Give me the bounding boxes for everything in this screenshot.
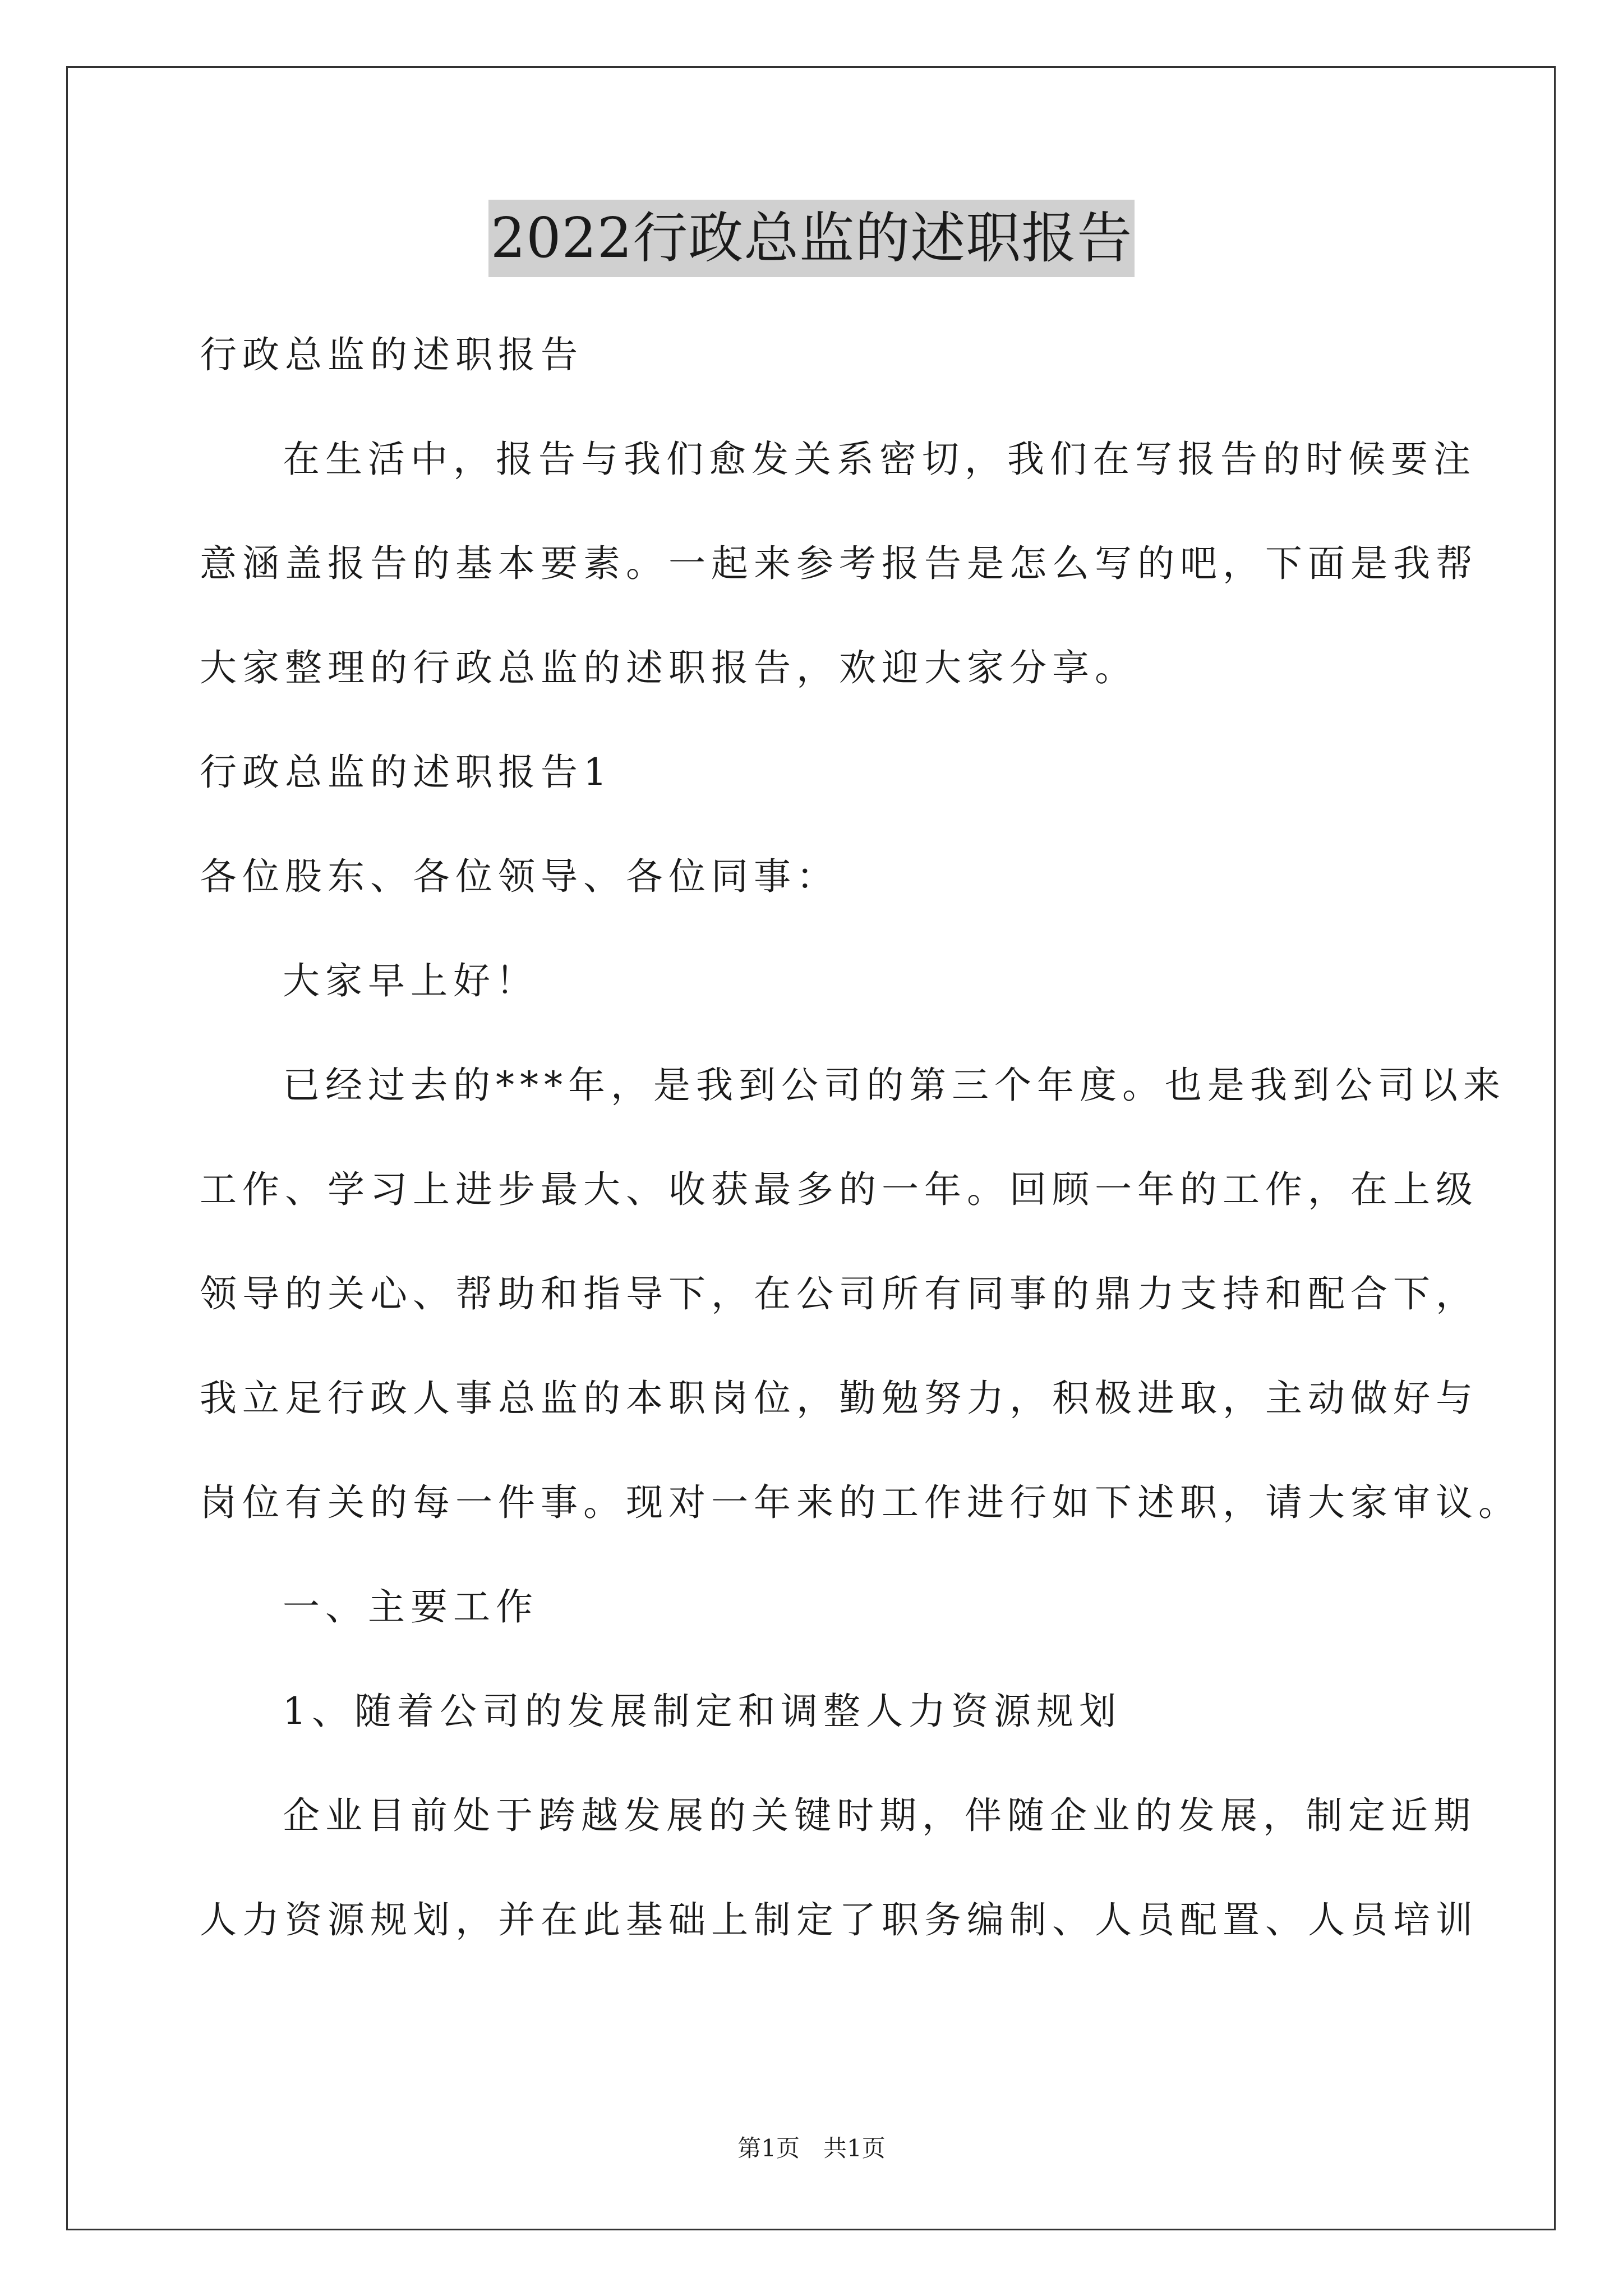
text-line: 行政总监的述职报告: [200, 333, 583, 376]
document-title: 2022行政总监的述职报告: [488, 200, 1135, 277]
text-line: 我立足行政人事总监的本职岗位，勤勉努力，积极进取，主动做好与: [200, 1377, 1478, 1420]
text-line: 一、主要工作: [283, 1585, 538, 1628]
text-line: 大家早上好！: [283, 959, 538, 1002]
title-wrap: [0, 200, 1623, 277]
text-line: 工作、学习上进步最大、收获最多的一年。回顾一年的工作，在上级: [200, 1168, 1478, 1211]
text-line: 意涵盖报告的基本要素。一起来参考报告是怎么写的吧，下面是我帮: [200, 542, 1478, 585]
text-line: 行政总监的述职报告1: [200, 751, 612, 794]
text-line: 在生活中，报告与我们愈发关系密切，我们在写报告的时候要注: [283, 438, 1476, 481]
text-line: 岗位有关的每一件事。现对一年来的工作进行如下述职，请大家审议。: [200, 1481, 1521, 1524]
document-body: [200, 303, 1521, 1972]
text-line: 领导的关心、帮助和指导下，在公司所有同事的鼎力支持和配合下，: [200, 1272, 1478, 1315]
text-line: 1、随着公司的发展制定和调整人力资源规划: [283, 1690, 1122, 1733]
text-line: 人力资源规划，并在此基础上制定了职务编制、人员配置、人员培训: [200, 1898, 1478, 1941]
text-line: 已经过去的***年，是我到公司的第三个年度。也是我到公司以来: [283, 1064, 1506, 1107]
text-line: 企业目前处于跨越发展的关键时期，伴随企业的发展，制定近期: [283, 1794, 1476, 1837]
text-line: 大家整理的行政总监的述职报告，欢迎大家分享。: [200, 646, 1137, 689]
page-footer: 第1页 共1页: [737, 2134, 886, 2162]
text-line: 各位股东、各位领导、各位同事：: [200, 855, 839, 898]
